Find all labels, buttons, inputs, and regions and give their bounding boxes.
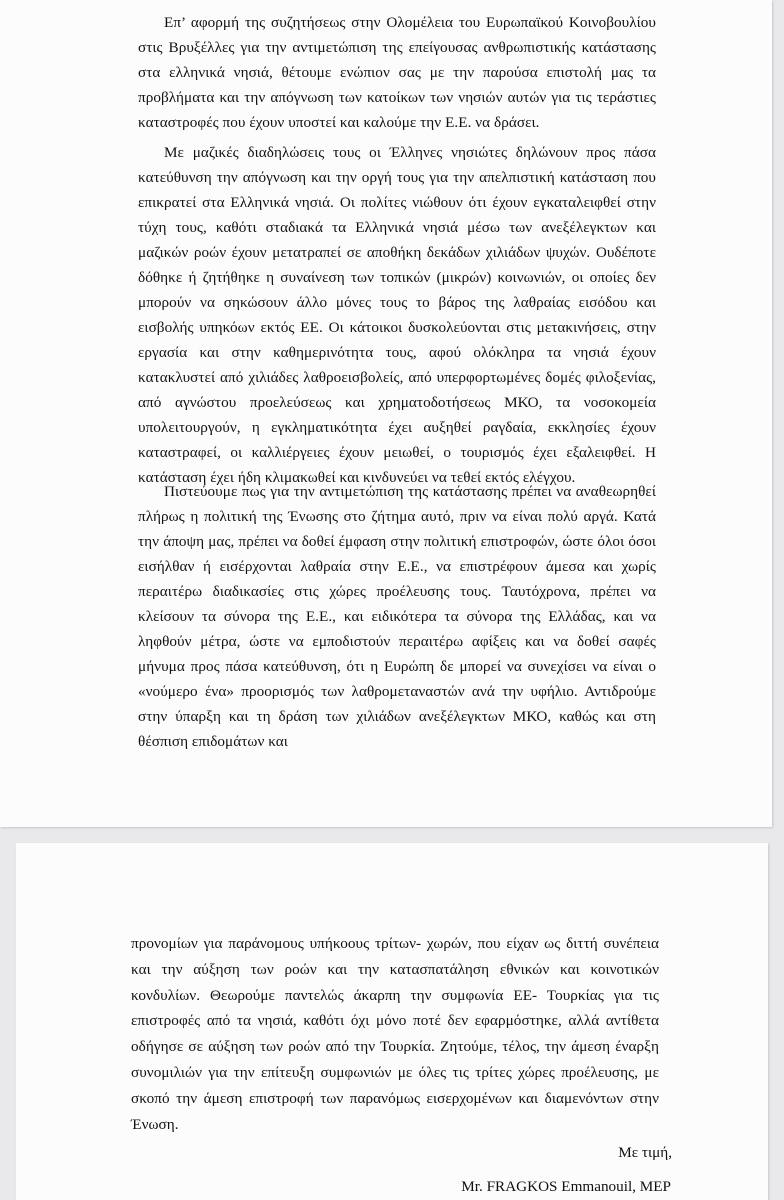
paragraph-situation: Με μαζικές διαδηλώσεις τους οι Έλληνες νησιώτες δηλώνουν προς πάσα κατεύθυνση την απόγνωση και την οργή τους για την απελπιστική κατάσταση που επικρατεί στα Ελληνικά νησιά. Οι πολίτες νιώθουν ότι έχουν εγκαταλειφθεί στην τύχη τους, καθότι σταδιακά τα Ελληνικά νησιά μέσω των ανεξέλεγκτων και μαζικών ροών έχουν μετατραπεί σε αποθήκη δεκάδων χιλιάδων ψυχών. Ουδέποτε δόθηκε ή ζητήθηκε η συναίνεση των τοπικών (μικρών) κοινωνιών, οι οποίες δεν μπορούν να σηκώσουν άλλο μόνες τους το βάρος της λαθραίας εισόδου και εισβολής υπηκόων εκτός ΕΕ. Οι κάτοικοι δυσκολεύονται στις μετακινήσεις, στην εργασία και στην καθημερινότητα τους, αφού ολόκληρα τα νησιά έχουν κατακλυστεί από χιλιάδες λαθροεισβολείς, από υπερφορτωμένες δομές φιλοξενίας, από αγνώστου προελεύσεως και χρηματοδοτήσεως ΜΚΟ, τα νοσοκομεία υπολειτουργούν, η εγκληματικότητα έχει αυξηθεί ραγδαία, εκκλησίες έχουν καταστραφεί, οι καλλιέργειες έχουν μειωθεί, ο τουρισμός έχει εξαλειφθεί. Η κατάσταση έχει ήδη κλιμακωθεί και κινδυνεύει να τεθεί εκτός ελέγχου. <box>138 144 656 486</box>
paragraph-continuation: προνομίων για παράνομους υπήκοους τρίτων- χωρών, που είχαν ως διττή συνέπεια και την αύξηση των ροών και την κατασπατάληση εθνικών και κοινοτικών κονδυλίων. Θεωρούμε παντελώς άκαρπη την συμφωνία ΕΕ- Τουρκίας για τις επιστροφές από τα νησιά, καθότι όχι μόνο ποτέ δεν εφαρμόστηκε, αλλά αντίθετα οδήγησε σε αύξηση των ροών από την Τουρκία. Ζητούμε, τέλος, την άμεση έναρξη συνομιλιών για την επίτευξη συμφωνιών με όλες τις τρίτες χώρες προέλευσης, με σκοπό την άμεση επιστροφή των παρανόμως εισερχομένων και διαμενόντων στην Ένωση. <box>131 935 659 1133</box>
paragraph-intro: Επ’ αφορμή της συζητήσεως στην Ολομέλεια του Ευρωπαϊκού Κοινοβουλίου στις Βρυξέλλες για την αντιμετώπιση της επείγουσας ανθρωπιστικής κατάστασης στα ελληνικά νησιά, θέτουμε ενώπιον σας με την παρούσα επιστολή μας τα προβλήματα και την απόγνωση των κατοίκων των νησιών αυτών για τις τεράστιες καταστροφές που έχουν υποστεί και καλούμε την Ε.Ε. να δράσει. <box>138 14 656 131</box>
paragraph-policy: Πιστεύουμε πως για την αντιμετώπιση της κατάστασης πρέπει να αναθεωρηθεί πλήρως η πολιτική της Ένωσης στο ζήτημα αυτό, πριν να είναι πολύ αργά. Κατά την άποψη μας, πρέπει να δοθεί έμφαση στην πολιτική επιστροφών, ώστε όλοι όσοι εισήλθαν ή εισέρχονται λαθραία στην Ε.Ε., να επιστρέφουν άμεσα και χωρίς περαιτέρω διαδικασίες στις χώρες προέλευσης τους. Ταυτόχρονα, πρέπει να κλείσουν τα σύνορα της Ε.Ε., και ειδικότερα τα σύνορα της Ελλάδας, και να ληφθούν μέτρα, ώστε να εμποδιστούν περαιτέρω αφίξεις και να δοθεί σαφές μήνυμα προς πάσα κατεύθυνση, ότι η Ευρώπη δε μπορεί να συνεχίσει να είναι ο «νούμερο ένα» προορισμός των λαθρομεταναστών ανά την υφήλιο. Αντιδρούμε στην ύπαρξη και τη δράση των χιλιάδων ανεξέλεγκτων ΜΚΟ, καθώς και στη θέσπιση επιδομάτων και <box>138 483 656 750</box>
letter-page-2 <box>16 843 768 1200</box>
signature-name: Mr. FRAGKOS Emmanouil, MEP <box>461 1178 671 1195</box>
closing-salutation: Με τιμή, <box>618 1144 672 1161</box>
